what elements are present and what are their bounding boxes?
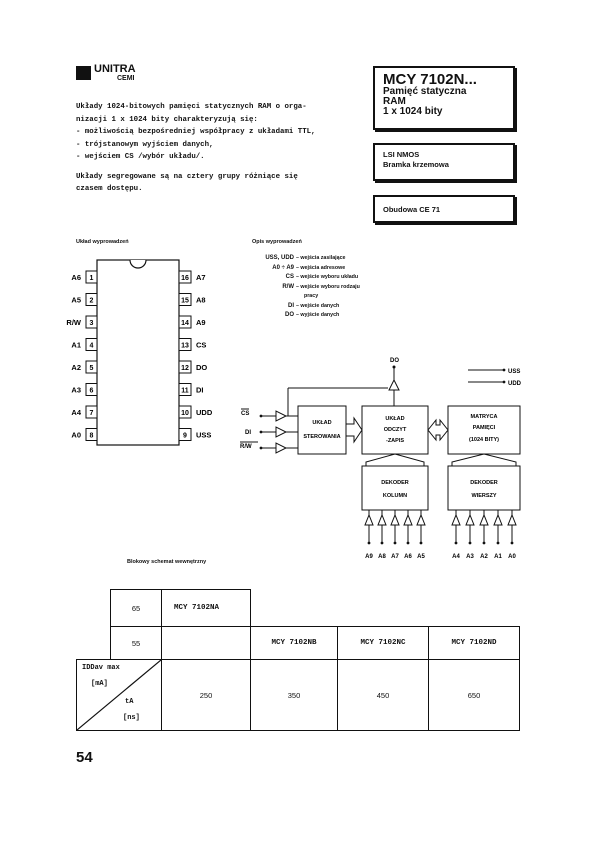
pin-symbol: CS <box>285 274 294 280</box>
cell-text: 65 <box>131 603 141 613</box>
tech-line: LSI NMOS <box>383 150 420 159</box>
pin-label: CS <box>196 340 207 350</box>
table-cell <box>337 626 429 660</box>
cell-text: MCY 7102NB <box>271 639 317 647</box>
address-label: A8 <box>378 554 386 560</box>
header-iddav: IDDav max <box>82 664 120 672</box>
pin-label: A0 <box>71 430 81 440</box>
pin-symbol: DI <box>288 302 294 309</box>
table-cell <box>428 659 520 731</box>
pin-function: – wyjście danych <box>296 312 340 318</box>
table-cell <box>161 626 251 660</box>
feature-item: - możliwością bezpośredniej współpracy z układami TTL, <box>76 128 316 136</box>
feature-item: - trójstanowym wyjściem danych, <box>76 140 214 149</box>
intro-line: Układy 1024-bitowych pamięci statycznych RAM o orga- <box>76 103 307 111</box>
input-cs-label: CS <box>241 411 250 417</box>
block-text: UKŁAD <box>312 420 332 426</box>
pin-function: – wejście wyboru układu <box>296 274 359 280</box>
cell-text: MCY 7102ND <box>451 639 497 647</box>
udd-label: UDD <box>508 381 521 387</box>
cell-text: 350 <box>287 690 301 700</box>
page-number: 54 <box>76 749 93 766</box>
cell-text: 650 <box>467 690 481 700</box>
brand-name: UNITRA <box>94 63 136 75</box>
address-label: A1 <box>494 554 502 560</box>
pin-number: 5 <box>89 365 94 372</box>
pin-function: – wejście wyboru rodzaju <box>296 283 360 290</box>
pin-label: A4 <box>71 408 81 417</box>
table-cell <box>250 659 338 731</box>
pin-label: A2 <box>71 363 81 372</box>
intro-line: nizacji 1 x 1024 bity charakteryzują się: <box>76 115 258 124</box>
pin-label: DO <box>196 363 208 372</box>
pin-label: DI <box>196 385 204 395</box>
pin-number: 11 <box>181 387 189 395</box>
pin-label: A9 <box>196 318 206 327</box>
pin-label: R/W <box>66 318 81 327</box>
pin-number: 12 <box>181 365 189 372</box>
input-rw-label: R/W <box>240 444 252 450</box>
block-diagram-caption: Blokowy schemat wewnętrzny <box>127 559 207 565</box>
pin-number: 10 <box>181 410 189 417</box>
pin-label: A7 <box>196 273 206 282</box>
table-header-cell <box>76 659 162 731</box>
table-cell <box>428 626 520 660</box>
address-label: A3 <box>466 554 474 560</box>
brand-sub: CEMI <box>117 75 135 82</box>
pin-label: USS <box>196 430 212 440</box>
pin-label: A5 <box>71 295 81 305</box>
title-line: 1 x 1024 bity <box>383 106 443 117</box>
pin-label: UDD <box>196 408 213 417</box>
cell-text: 250 <box>199 690 213 700</box>
description-heading: Opis wyprowadzeń <box>252 239 302 245</box>
tech-line: Bramka krzemowa <box>383 160 449 169</box>
block-text: DEKODER <box>470 480 498 486</box>
feature-item: - wejściem CS /wybór układu/. <box>76 153 205 161</box>
pin-number: 9 <box>183 432 187 440</box>
table-cell <box>250 626 338 660</box>
pinout-heading: Układ wyprowadzeń <box>76 239 129 245</box>
pin-symbol: USS, UDD <box>265 255 294 261</box>
pin-number: 3 <box>89 320 94 327</box>
cell-text: 55 <box>131 638 141 648</box>
address-label: A9 <box>365 554 373 560</box>
pin-function: – wejścia adresowe <box>296 264 346 271</box>
pin-number: 8 <box>89 432 94 440</box>
block-text: UKŁAD <box>385 416 405 422</box>
input-di-label: DI <box>245 430 251 436</box>
pin-number: 4 <box>89 342 94 350</box>
pin-number: 6 <box>89 387 94 395</box>
pin-function: – wejście danych <box>296 302 340 309</box>
pin-symbol: DO <box>285 312 294 318</box>
block-text: WIERSZY <box>471 493 497 499</box>
title-line: Pamięć statyczna <box>383 86 467 97</box>
block-text: KOLUMN <box>382 493 408 499</box>
package-text: Obudowa CE 71 <box>383 205 441 214</box>
pin-number: 1 <box>89 275 94 282</box>
block-text: ODCZYT <box>383 427 407 433</box>
table-cell <box>161 589 251 627</box>
address-label: A4 <box>452 554 460 560</box>
part-title: MCY 7102N... <box>383 71 477 88</box>
cell-text: MCY 7102NC <box>360 639 406 647</box>
pin-number: 14 <box>181 320 189 327</box>
pin-symbol: R/W <box>282 283 294 290</box>
do-label: DO <box>390 358 399 364</box>
block-text: STEROWANIA <box>303 434 341 440</box>
header-ta: tA <box>125 698 134 706</box>
pin-function: – wejścia zasilające <box>296 255 346 261</box>
block-text: DEKODER <box>381 480 409 486</box>
uss-label: USS <box>508 369 521 375</box>
address-label: A0 <box>508 554 516 560</box>
pin-label: A6 <box>71 273 81 282</box>
block-text: -ZAPIS <box>385 438 405 444</box>
table-cell <box>161 659 251 731</box>
pin-symbol: A0 ÷ A9 <box>272 264 294 271</box>
pin-number: 13 <box>181 342 189 350</box>
block-text: (1024 BITY) <box>469 437 499 443</box>
pin-function: pracy <box>304 293 319 299</box>
table-cell <box>110 589 162 627</box>
address-label: A6 <box>404 554 412 560</box>
intro-line: Układy segregowane są na cztery grupy różniące się <box>76 172 298 181</box>
address-label: A2 <box>480 554 488 560</box>
pin-number: 16 <box>181 275 189 282</box>
address-label: A5 <box>417 554 425 560</box>
cell-text: 450 <box>376 690 390 700</box>
pin-label: A1 <box>71 340 81 350</box>
block-text: PAMIĘCI <box>472 425 496 431</box>
table-cell <box>337 659 429 731</box>
title-line: RAM <box>383 96 406 107</box>
pin-label: A8 <box>196 295 206 305</box>
pin-number: 15 <box>181 297 189 305</box>
block-text: MATRYCA <box>470 414 498 420</box>
address-label: A7 <box>391 554 399 560</box>
cell-text: MCY 7102NA <box>174 604 220 612</box>
pin-label: A3 <box>71 385 81 395</box>
header-unit-ma: [mA] <box>91 680 108 688</box>
pin-number: 2 <box>89 297 94 305</box>
intro-line: czasem dostępu. <box>76 185 143 193</box>
table-cell <box>110 626 162 660</box>
header-unit-ns: [ns] <box>123 714 140 722</box>
pin-number: 7 <box>89 410 94 417</box>
